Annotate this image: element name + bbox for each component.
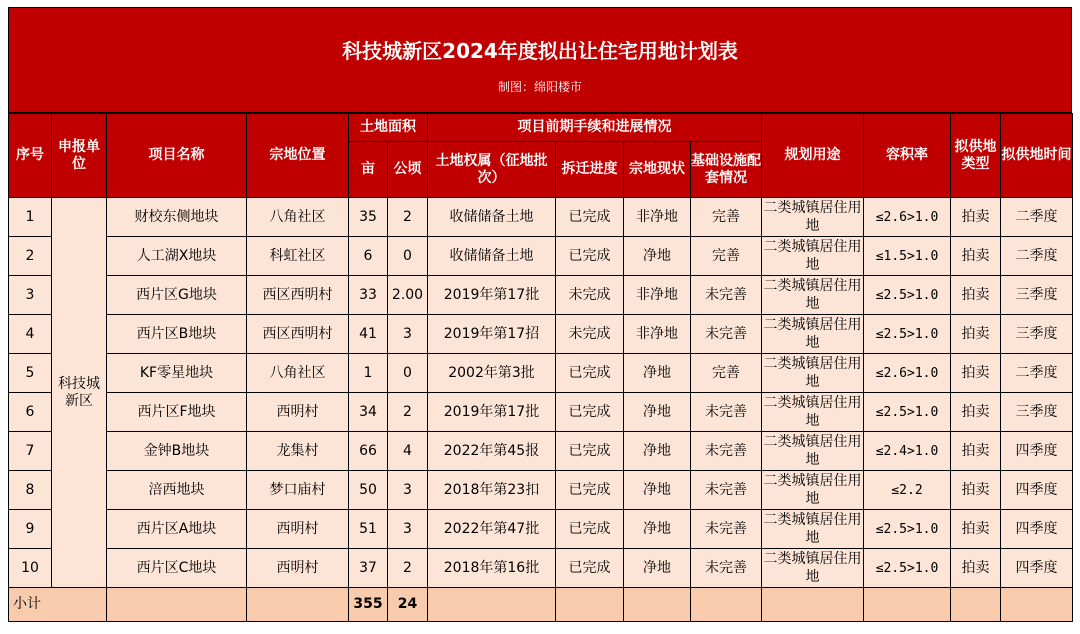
cell-infrastructure: 完善 [691,237,762,276]
subtotal-empty [1001,588,1073,622]
cell-infrastructure: 未完善 [691,471,762,510]
cell-status: 净地 [624,471,691,510]
cell-location: 八角社区 [247,354,349,393]
cell-far: ≤2.4>1.0 [864,432,951,471]
cell-far: ≤2.2 [864,471,951,510]
cell-demolition: 已完成 [556,549,624,588]
cell-infrastructure: 未完善 [691,276,762,315]
cell-demolition: 已完成 [556,432,624,471]
cell-supply-time: 四季度 [1001,471,1073,510]
table-row [9,198,1073,237]
cell-status: 净地 [624,549,691,588]
cell-name: KF零星地块 [107,354,247,393]
cell-supply-time: 二季度 [1001,354,1073,393]
cell-demolition: 未完成 [556,315,624,354]
cell-area-mu: 34 [349,393,388,432]
table-row [9,432,1073,471]
title-banner [8,7,1072,113]
cell-use: 二类城镇居住用地 [762,237,864,276]
cell-area-mu: 35 [349,198,388,237]
cell-seq: 10 [9,549,52,588]
cell-ownership: 2022年第47批 [428,510,556,549]
cell-seq: 7 [9,432,52,471]
cell-far: ≤2.6>1.0 [864,198,951,237]
subtotal-empty [864,588,951,622]
cell-name: 西片区F地块 [107,393,247,432]
cell-supply-type: 拍卖 [951,315,1001,354]
header-area-ha: 公顷 [388,142,428,198]
cell-area-ha: 2.00 [388,276,428,315]
cell-area-mu: 37 [349,549,388,588]
cell-area-ha: 4 [388,432,428,471]
subtotal-mu: 355 [349,588,388,622]
cell-demolition: 未完成 [556,276,624,315]
subtotal-empty [691,588,762,622]
cell-supply-type: 拍卖 [951,276,1001,315]
cell-ownership: 收储储备土地 [428,198,556,237]
cell-use: 二类城镇居住用地 [762,549,864,588]
cell-ownership: 2022年第45报 [428,432,556,471]
cell-name: 西片区G地块 [107,276,247,315]
header-seq: 序号 [9,114,52,198]
cell-location: 西明村 [247,510,349,549]
header-ownership: 土地权属（征地批次） [428,142,556,198]
cell-supply-type: 拍卖 [951,354,1001,393]
cell-ownership: 收储储备土地 [428,237,556,276]
cell-supply-type: 拍卖 [951,237,1001,276]
cell-area-mu: 66 [349,432,388,471]
cell-far: ≤2.5>1.0 [864,510,951,549]
header-name: 项目名称 [107,114,247,198]
cell-name: 财校东侧地块 [107,198,247,237]
cell-area-ha: 0 [388,354,428,393]
cell-location: 西明村 [247,393,349,432]
cell-location: 西明村 [247,549,349,588]
cell-unit: 科技城新区 [52,198,107,588]
cell-supply-time: 二季度 [1001,237,1073,276]
cell-area-ha: 3 [388,315,428,354]
cell-supply-time: 三季度 [1001,276,1073,315]
cell-seq: 6 [9,393,52,432]
cell-status: 净地 [624,432,691,471]
header-location: 宗地位置 [247,114,349,198]
cell-infrastructure: 未完善 [691,315,762,354]
subtotal-empty [556,588,624,622]
subtotal-empty [247,588,349,622]
cell-demolition: 已完成 [556,237,624,276]
cell-area-mu: 41 [349,315,388,354]
cell-use: 二类城镇居住用地 [762,198,864,237]
cell-ownership: 2019年第17招 [428,315,556,354]
cell-use: 二类城镇居住用地 [762,315,864,354]
cell-location: 八角社区 [247,198,349,237]
cell-area-mu: 50 [349,471,388,510]
cell-demolition: 已完成 [556,471,624,510]
subtotal-empty [951,588,1001,622]
table-row [9,237,1073,276]
table-row [9,471,1073,510]
cell-area-mu: 6 [349,237,388,276]
header-unit: 申报单位 [52,114,107,198]
cell-far: ≤2.5>1.0 [864,276,951,315]
page-title: 科技城新区2024年度拟出让住宅用地计划表 [342,39,738,63]
cell-supply-time: 四季度 [1001,510,1073,549]
cell-infrastructure: 完善 [691,354,762,393]
cell-location: 西区西明村 [247,276,349,315]
cell-ownership: 2002年第3批 [428,354,556,393]
cell-use: 二类城镇居住用地 [762,354,864,393]
subtotal-empty [762,588,864,622]
header-use: 规划用途 [762,114,864,198]
cell-far: ≤2.5>1.0 [864,549,951,588]
cell-name: 西片区C地块 [107,549,247,588]
cell-name: 西片区A地块 [107,510,247,549]
cell-use: 二类城镇居住用地 [762,276,864,315]
cell-demolition: 已完成 [556,198,624,237]
cell-demolition: 已完成 [556,510,624,549]
cell-status: 净地 [624,510,691,549]
cell-name: 涪西地块 [107,471,247,510]
cell-far: ≤2.6>1.0 [864,354,951,393]
header-supply-type: 拟供地类型 [951,114,1001,198]
cell-supply-type: 拍卖 [951,471,1001,510]
cell-area-mu: 1 [349,354,388,393]
cell-supply-type: 拍卖 [951,432,1001,471]
cell-far: ≤2.5>1.0 [864,315,951,354]
table-row [9,393,1073,432]
cell-supply-time: 二季度 [1001,198,1073,237]
cell-location: 龙集村 [247,432,349,471]
cell-supply-time: 三季度 [1001,393,1073,432]
cell-seq: 1 [9,198,52,237]
cell-area-mu: 33 [349,276,388,315]
cell-far: ≤1.5>1.0 [864,237,951,276]
cell-ownership: 2018年第16批 [428,549,556,588]
cell-status: 净地 [624,393,691,432]
table-row [9,549,1073,588]
cell-supply-type: 拍卖 [951,393,1001,432]
header-infrastructure: 基础设施配套情况 [691,142,762,198]
cell-seq: 5 [9,354,52,393]
cell-infrastructure: 完善 [691,198,762,237]
subtotal-empty [107,588,247,622]
cell-far: ≤2.5>1.0 [864,393,951,432]
header-area-mu: 亩 [349,142,388,198]
subtotal-ha: 24 [388,588,428,622]
cell-infrastructure: 未完善 [691,510,762,549]
table-row [9,276,1073,315]
header-demolition: 拆迁进度 [556,142,624,198]
header-status: 宗地现状 [624,142,691,198]
cell-infrastructure: 未完善 [691,432,762,471]
cell-name: 金钟B地块 [107,432,247,471]
cell-infrastructure: 未完善 [691,393,762,432]
cell-location: 科虹社区 [247,237,349,276]
cell-seq: 4 [9,315,52,354]
cell-infrastructure: 未完善 [691,549,762,588]
cell-seq: 2 [9,237,52,276]
cell-supply-type: 拍卖 [951,198,1001,237]
cell-name: 人工湖X地块 [107,237,247,276]
cell-status: 净地 [624,237,691,276]
cell-status: 净地 [624,354,691,393]
header-far: 容积率 [864,114,951,198]
cell-ownership: 2018年第23扣 [428,471,556,510]
cell-status: 非净地 [624,315,691,354]
subtotal-label: 小计 [9,588,107,622]
cell-use: 二类城镇居住用地 [762,510,864,549]
cell-ownership: 2019年第17批 [428,393,556,432]
header-progress-group: 项目前期手续和进展情况 [428,114,762,142]
cell-use: 二类城镇居住用地 [762,393,864,432]
cell-seq: 8 [9,471,52,510]
cell-supply-type: 拍卖 [951,549,1001,588]
cell-demolition: 已完成 [556,393,624,432]
cell-seq: 3 [9,276,52,315]
cell-area-ha: 2 [388,393,428,432]
cell-name: 西片区B地块 [107,315,247,354]
subtotal-empty [428,588,556,622]
header-area-group: 土地面积 [349,114,428,142]
cell-status: 非净地 [624,276,691,315]
cell-location: 西区西明村 [247,315,349,354]
subtotal-empty [624,588,691,622]
cell-supply-type: 拍卖 [951,510,1001,549]
cell-ownership: 2019年第17批 [428,276,556,315]
cell-supply-time: 三季度 [1001,315,1073,354]
table-row [9,315,1073,354]
cell-area-ha: 0 [388,237,428,276]
cell-demolition: 已完成 [556,354,624,393]
cell-supply-time: 四季度 [1001,549,1073,588]
cell-area-ha: 3 [388,510,428,549]
page-subtitle: 制图：绵阳楼市 [497,80,582,94]
table-row [9,510,1073,549]
cell-use: 二类城镇居住用地 [762,432,864,471]
cell-seq: 9 [9,510,52,549]
land-plan-table [8,113,1073,622]
cell-location: 梦口庙村 [247,471,349,510]
cell-status: 非净地 [624,198,691,237]
cell-area-ha: 2 [388,549,428,588]
cell-area-mu: 51 [349,510,388,549]
cell-area-ha: 2 [388,198,428,237]
cell-supply-time: 四季度 [1001,432,1073,471]
cell-area-ha: 3 [388,471,428,510]
table-row [9,354,1073,393]
cell-use: 二类城镇居住用地 [762,471,864,510]
header-supply-time: 拟供地时间 [1001,114,1073,198]
